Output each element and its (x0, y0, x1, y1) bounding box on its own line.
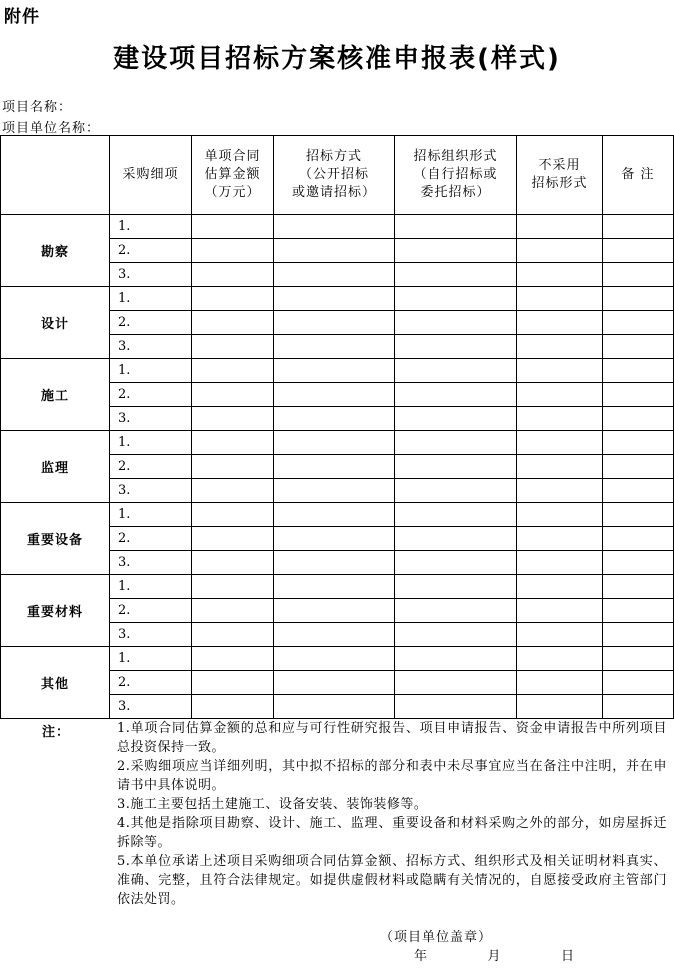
blank-entry-cell[interactable] (192, 263, 274, 287)
blank-entry-cell[interactable] (192, 671, 274, 695)
blank-entry-cell[interactable] (274, 527, 395, 551)
blank-entry-cell[interactable] (517, 671, 603, 695)
table-row (1, 215, 674, 239)
blank-entry-cell[interactable] (603, 575, 674, 599)
table-row (1, 575, 674, 599)
blank-entry-cell[interactable] (603, 647, 674, 671)
blank-entry-cell[interactable] (274, 671, 395, 695)
day-label: 日 (560, 949, 574, 964)
blank-entry-cell[interactable] (192, 647, 274, 671)
blank-entry-cell[interactable] (603, 695, 674, 719)
blank-entry-cell[interactable] (395, 335, 517, 359)
blank-entry-cell[interactable] (395, 671, 517, 695)
blank-entry-cell[interactable] (517, 335, 603, 359)
project-name-label: 项目名称： (2, 100, 73, 115)
blank-entry-cell[interactable] (192, 575, 274, 599)
blank-entry-cell[interactable] (192, 551, 274, 575)
notes-label: 注： (42, 725, 71, 740)
blank-entry-cell[interactable] (395, 623, 517, 647)
header-cell: 采购细项 (110, 136, 192, 215)
blank-entry-cell[interactable] (274, 383, 395, 407)
row-number-cell: 3. (110, 551, 192, 575)
blank-entry-cell[interactable] (192, 503, 274, 527)
blank-entry-cell[interactable] (395, 575, 517, 599)
blank-entry-cell[interactable] (192, 383, 274, 407)
blank-entry-cell[interactable] (274, 623, 395, 647)
blank-entry-cell[interactable] (395, 311, 517, 335)
blank-entry-cell[interactable] (274, 287, 395, 311)
header-cell: 招标方式 （公开招标 或邀请招标） (274, 136, 395, 215)
category-cell: 重要材料 (1, 575, 110, 647)
note-item: 5.本单位承诺上述项目采购细项合同估算金额、招标方式、组织形式及相关证明材料真实、准确、完整，且符合法律规定。如提供虚假材料或隐瞒有关情况的，自愿接受政府主管部门依法处罚。 (117, 854, 667, 907)
header-cell: 备 注 (603, 136, 674, 215)
blank-entry-cell[interactable] (395, 527, 517, 551)
blank-entry-cell[interactable] (192, 335, 274, 359)
attachment-label: 附件 (4, 7, 40, 27)
table-body (1, 215, 674, 719)
blank-entry-cell[interactable] (603, 383, 674, 407)
blank-entry-cell[interactable] (274, 335, 395, 359)
row-number-cell: 2. (110, 671, 192, 695)
blank-entry-cell[interactable] (395, 503, 517, 527)
row-number-cell: 2. (110, 383, 192, 407)
blank-entry-cell[interactable] (517, 383, 603, 407)
row-number-cell: 3. (110, 263, 192, 287)
category-cell: 设计 (1, 287, 110, 359)
blank-entry-cell[interactable] (517, 455, 603, 479)
blank-entry-cell[interactable] (192, 359, 274, 383)
row-number-cell: 1. (110, 215, 192, 239)
table-row (1, 431, 674, 455)
row-number-cell: 2. (110, 599, 192, 623)
blank-entry-cell[interactable] (274, 695, 395, 719)
row-number-cell: 2. (110, 239, 192, 263)
category-cell: 其他 (1, 647, 110, 719)
blank-entry-cell[interactable] (603, 311, 674, 335)
blank-entry-cell[interactable] (395, 479, 517, 503)
row-number-cell: 2. (110, 311, 192, 335)
blank-entry-cell[interactable] (274, 647, 395, 671)
blank-entry-cell[interactable] (395, 407, 517, 431)
blank-entry-cell[interactable] (274, 599, 395, 623)
blank-entry-cell[interactable] (395, 287, 517, 311)
blank-entry-cell[interactable] (192, 239, 274, 263)
blank-entry-cell[interactable] (517, 263, 603, 287)
blank-entry-cell[interactable] (274, 575, 395, 599)
row-number-cell: 2. (110, 527, 192, 551)
note-item: 3.施工主要包括土建施工、设备安装、装饰装修等。 (117, 797, 428, 812)
blank-entry-cell[interactable] (517, 551, 603, 575)
blank-entry-cell[interactable] (395, 215, 517, 239)
blank-entry-cell[interactable] (603, 527, 674, 551)
blank-entry-cell[interactable] (395, 695, 517, 719)
category-cell: 监理 (1, 431, 110, 503)
blank-entry-cell[interactable] (517, 431, 603, 455)
blank-entry-cell[interactable] (192, 431, 274, 455)
blank-entry-cell[interactable] (517, 647, 603, 671)
blank-entry-cell[interactable] (192, 455, 274, 479)
blank-entry-cell[interactable] (517, 575, 603, 599)
row-number-cell: 1. (110, 431, 192, 455)
blank-entry-cell[interactable] (274, 359, 395, 383)
row-number-cell: 1. (110, 503, 192, 527)
header-cell (1, 136, 110, 215)
blank-entry-cell[interactable] (395, 455, 517, 479)
blank-entry-cell[interactable] (192, 311, 274, 335)
blank-entry-cell[interactable] (517, 479, 603, 503)
blank-entry-cell[interactable] (517, 695, 603, 719)
blank-entry-cell[interactable] (603, 359, 674, 383)
blank-entry-cell[interactable] (192, 287, 274, 311)
row-number-cell: 3. (110, 407, 192, 431)
header-cell: 单项合同 估算金额 （万元） (192, 136, 274, 215)
row-number-cell: 1. (110, 287, 192, 311)
blank-entry-cell[interactable] (517, 503, 603, 527)
blank-entry-cell[interactable] (603, 455, 674, 479)
blank-entry-cell[interactable] (395, 431, 517, 455)
note-item: 2.采购细项应当详细列明，其中拟不招标的部分和表中未尽事宜应当在备注中注明，并在申请书中具体说明。 (117, 759, 667, 793)
category-cell: 勘察 (1, 215, 110, 287)
blank-entry-cell[interactable] (274, 239, 395, 263)
blank-entry-cell[interactable] (603, 551, 674, 575)
blank-entry-cell[interactable] (395, 551, 517, 575)
blank-entry-cell[interactable] (274, 311, 395, 335)
header-cell: 招标组织形式 （自行招标或 委托招标） (395, 136, 517, 215)
month-label: 月 (487, 949, 501, 964)
row-number-cell: 1. (110, 575, 192, 599)
blank-entry-cell[interactable] (395, 647, 517, 671)
blank-entry-cell[interactable] (603, 407, 674, 431)
category-cell: 施工 (1, 359, 110, 431)
blank-entry-cell[interactable] (517, 287, 603, 311)
blank-entry-cell[interactable] (274, 263, 395, 287)
blank-entry-cell[interactable] (517, 359, 603, 383)
blank-entry-cell[interactable] (395, 263, 517, 287)
blank-entry-cell[interactable] (603, 623, 674, 647)
blank-entry-cell[interactable] (517, 239, 603, 263)
table-row (1, 287, 674, 311)
table-row (1, 503, 674, 527)
row-number-cell: 3. (110, 479, 192, 503)
table-row (1, 359, 674, 383)
blank-entry-cell[interactable] (192, 479, 274, 503)
note-item: 1.单项合同估算金额的总和应与可行性研究报告、项目申请报告、资金申请报告中所列项目总投资保持一致。 (117, 721, 667, 755)
blank-entry-cell[interactable] (192, 695, 274, 719)
blank-entry-cell[interactable] (395, 383, 517, 407)
row-number-cell: 3. (110, 695, 192, 719)
blank-entry-cell[interactable] (274, 431, 395, 455)
page-title: 建设项目招标方案核准申报表(样式) (113, 44, 561, 74)
blank-entry-cell[interactable] (603, 503, 674, 527)
unit-seal-label: （项目单位盖章） (380, 930, 493, 945)
blank-entry-cell[interactable] (192, 527, 274, 551)
blank-entry-cell[interactable] (517, 311, 603, 335)
blank-entry-cell[interactable] (274, 479, 395, 503)
blank-entry-cell[interactable] (517, 215, 603, 239)
blank-entry-cell[interactable] (603, 671, 674, 695)
blank-entry-cell[interactable] (274, 455, 395, 479)
blank-entry-cell[interactable] (603, 239, 674, 263)
blank-entry-cell[interactable] (395, 239, 517, 263)
blank-entry-cell[interactable] (517, 599, 603, 623)
row-number-cell: 3. (110, 335, 192, 359)
blank-entry-cell[interactable] (274, 407, 395, 431)
table-row (1, 647, 674, 671)
blank-entry-cell[interactable] (603, 287, 674, 311)
date-line (414, 945, 574, 964)
blank-entry-cell[interactable] (395, 359, 517, 383)
blank-entry-cell[interactable] (603, 431, 674, 455)
notes-list (117, 719, 667, 909)
blank-entry-cell[interactable] (603, 215, 674, 239)
blank-entry-cell[interactable] (274, 215, 395, 239)
blank-entry-cell[interactable] (395, 599, 517, 623)
blank-entry-cell[interactable] (192, 623, 274, 647)
year-label: 年 (414, 949, 428, 964)
blank-entry-cell[interactable] (274, 503, 395, 527)
blank-entry-cell[interactable] (517, 623, 603, 647)
note-item: 4.其他是指除项目勘察、设计、施工、监理、重要设备和材料采购之外的部分，如房屋拆迁拆除等。 (117, 816, 667, 850)
row-number-cell: 2. (110, 455, 192, 479)
application-table (0, 135, 674, 719)
table-header-row (1, 136, 674, 215)
row-number-cell: 1. (110, 647, 192, 671)
blank-entry-cell[interactable] (192, 215, 274, 239)
blank-entry-cell[interactable] (517, 527, 603, 551)
row-number-cell: 3. (110, 623, 192, 647)
blank-entry-cell[interactable] (603, 479, 674, 503)
blank-entry-cell[interactable] (603, 599, 674, 623)
row-number-cell: 1. (110, 359, 192, 383)
project-unit-label: 项目单位名称： (2, 121, 101, 136)
blank-entry-cell[interactable] (517, 407, 603, 431)
blank-entry-cell[interactable] (603, 335, 674, 359)
blank-entry-cell[interactable] (192, 599, 274, 623)
category-cell: 重要设备 (1, 503, 110, 575)
header-cell: 不采用 招标形式 (517, 136, 603, 215)
blank-entry-cell[interactable] (274, 551, 395, 575)
blank-entry-cell[interactable] (192, 407, 274, 431)
blank-entry-cell[interactable] (603, 263, 674, 287)
